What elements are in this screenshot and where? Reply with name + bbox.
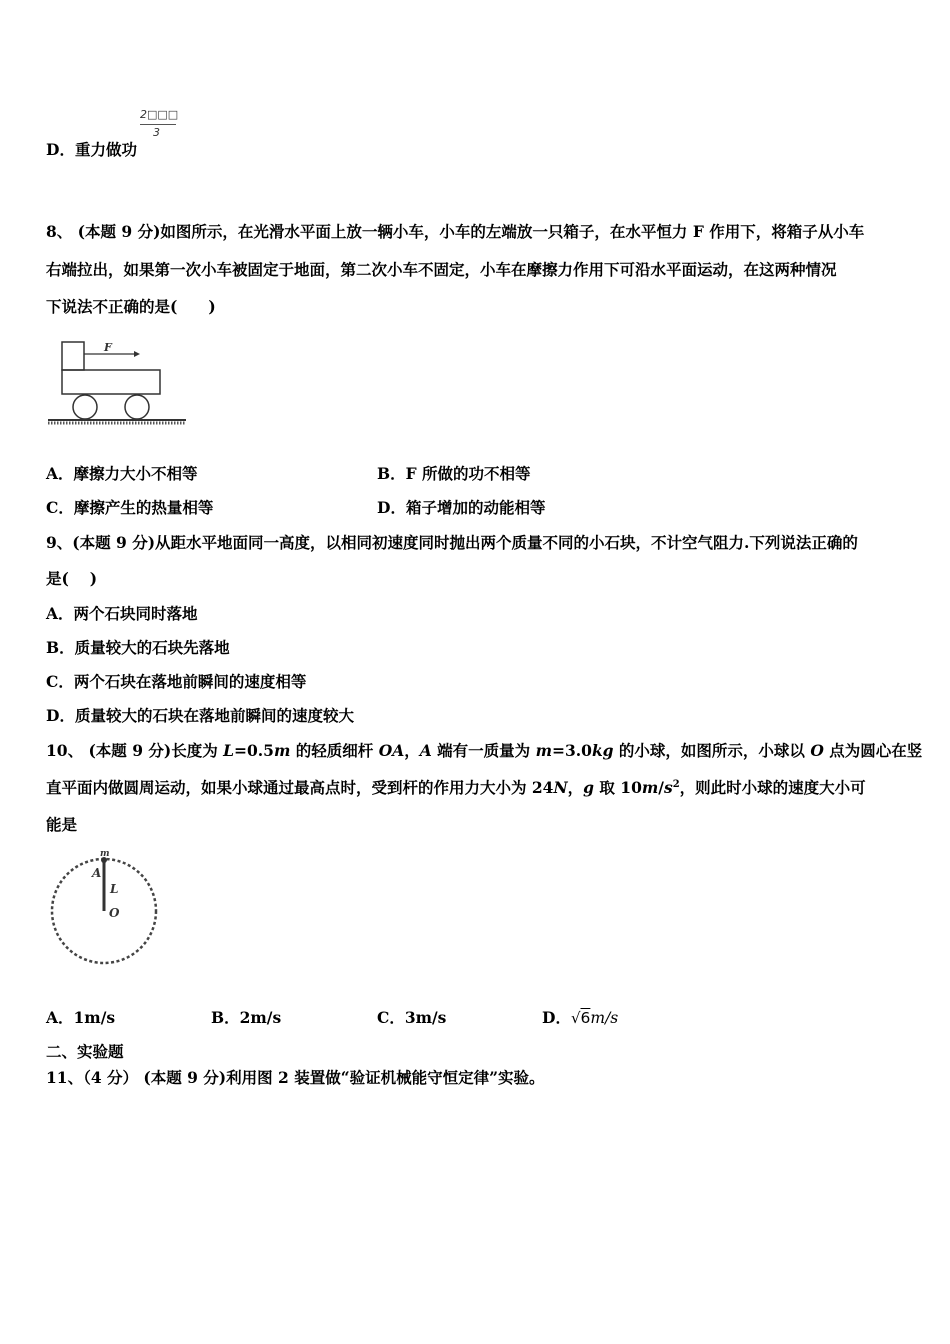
- q7-option-d: D．重力做功: [46, 140, 137, 159]
- q9-option-b: B．质量较大的石块先落地: [46, 638, 230, 657]
- cart-wheel-right: [125, 395, 149, 419]
- q10-stem-line2: 直平面内做圆周运动，如果小球通过最高点时，受到杆的作用力大小为 24N，g 取 $10m/s^2$，则此时小球的速度大小可: [46, 778, 866, 797]
- fraction-bar: [140, 124, 176, 125]
- q9-stem-line1: 9、(本题 9 分)从距水平地面同一高度，以相同初速度同时抛出两个质量不同的小石块，不计空气阻力.下列说法正确的: [46, 533, 858, 552]
- box-shape: [62, 342, 84, 370]
- label-O: O: [109, 906, 120, 920]
- q10-stem-line1: 10、 (本题 9 分)长度为 L=0.5m 的轻质细杆 OA，A 端有一质量为 m=3.0kg 的小球，如图所示，小球以 O 点为圆心在竖: [46, 741, 923, 760]
- force-arrow-head: [134, 351, 140, 357]
- q10-option-d: D．√6m/s: [542, 1008, 619, 1027]
- label-L: L: [110, 882, 119, 896]
- q10-circle-figure: [44, 846, 164, 968]
- q10-option-a: A．1m/s: [46, 1008, 116, 1027]
- q9-option-a: A．两个石块同时落地: [46, 604, 198, 623]
- q10-option-c: C．3m/s: [377, 1008, 447, 1027]
- q8-cart-figure: [44, 336, 190, 428]
- cart-wheel-left: [73, 395, 97, 419]
- q8-option-a: A．摩擦力大小不相等: [46, 464, 198, 483]
- fraction-denominator: 3: [153, 126, 160, 139]
- q8-option-b: B．F 所做的功不相等: [377, 464, 531, 483]
- q8-option-d: D．箱子增加的动能相等: [377, 498, 546, 517]
- q9-stem-line2: 是( ): [46, 569, 98, 588]
- label-A: A: [92, 866, 102, 880]
- q10-option-b: B．2m/s: [211, 1008, 282, 1027]
- cart-body: [62, 370, 160, 394]
- fraction-numerator: 2□□□: [140, 108, 179, 121]
- force-label: F: [104, 341, 112, 354]
- q10-stem-line3: 能是: [46, 815, 78, 834]
- q8-stem-line3: 下说法不正确的是( ): [46, 297, 216, 316]
- q9-option-d: D．质量较大的石块在落地前瞬间的速度较大: [46, 706, 354, 725]
- label-m: m: [100, 849, 110, 859]
- q9-option-c: C．两个石块在落地前瞬间的速度相等: [46, 672, 307, 691]
- q8-stem-line1: 8、 (本题 9 分)如图所示，在光滑水平面上放一辆小车，小车的左端放一只箱子，在水平恒力 F 作用下，将箱子从小车: [46, 222, 865, 241]
- sqrt-icon: √: [570, 1009, 581, 1027]
- q11-stem-line1: 11、（4 分） (本题 9 分)利用图 2 装置做“验证机械能守恒定律”实验。: [46, 1068, 545, 1087]
- section-heading: 二、实验题: [46, 1042, 124, 1061]
- q8-stem-line2: 右端拉出，如果第一次小车被固定于地面，第二次小车不固定，小车在摩擦力作用下可沿水平面运动，在这两种情况: [46, 260, 837, 279]
- q8-option-c: C．摩擦产生的热量相等: [46, 498, 214, 517]
